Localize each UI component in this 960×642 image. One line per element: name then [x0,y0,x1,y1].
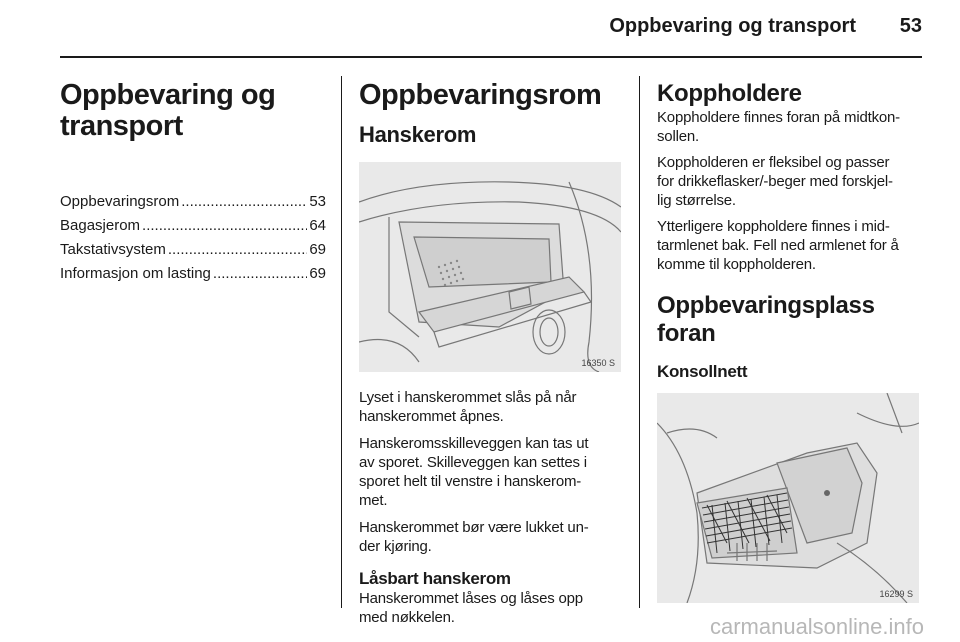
toc-leader-dots [142,214,307,238]
toc-leader-dots [181,190,307,214]
text-line: av sporet. Skilleveggen kan settes i [359,454,587,471]
toc-entry-page: 69 [309,241,326,258]
toc-entry-title: Bagasjerom [60,217,141,234]
column-divider-1 [341,76,342,608]
toc-leader-dots [213,262,307,286]
toc-entry-page: 64 [309,217,326,234]
paragraph-cupholders-front [657,108,923,146]
console-net-illustration [657,393,919,603]
figure-number: 16299 S [879,589,913,599]
subheading-lasbart-hanskerom: Låsbart hanskerom [359,569,511,588]
subheading-konsollnett: Konsollnett [657,362,748,381]
text-line: tarmlenet bak. Fell ned armlenet for å [657,237,899,254]
paragraph-light [359,388,621,426]
column-hanskerom [359,80,621,627]
section-heading-koppholdere: Koppholdere [657,80,802,107]
text-line: Lyset i hanskerommet slås på når [359,389,577,406]
text-line: Hanskerommet bør være lukket un- [359,519,589,536]
page-number: 53 [899,15,922,37]
text-line: met. [359,492,388,509]
text-line: Ytterligere koppholdere finnes i mid- [657,218,890,235]
paragraph-closed-while-driving [359,518,621,556]
toc-entry-bagasjerom[interactable] [60,214,326,238]
text-line: der kjøring. [359,538,432,555]
text-line: med nøkkelen. [359,609,455,626]
toc-entry-title: Takstativsystem [60,241,166,258]
text-line: sporet helt til venstre i hanskerom- [359,473,582,490]
running-header-title: Oppbevaring og transport [609,15,856,37]
toc-entry-informasjon-om-lasting[interactable] [60,262,326,286]
console-net-drawing [657,393,919,603]
chapter-title-line-2: transport [60,110,183,142]
chapter-title [60,80,326,142]
paragraph-lock [359,589,621,627]
text-line: komme til koppholderen. [657,256,816,273]
text-line: lig størrelse. [657,192,736,209]
text-line: Hanskeromsskilleveggen kan tas ut [359,435,589,452]
text-line: Koppholdere finnes foran på midtkon- [657,109,900,126]
toc-entry-title: Informasjon om lasting [60,265,211,282]
text-line: Hanskerommet låses og låses opp [359,590,583,607]
text-line: hanskerommet åpnes. [359,408,504,425]
text-line: Koppholderen er fleksibel og passer [657,154,890,171]
glovebox-illustration [359,162,621,372]
table-of-contents [60,190,326,286]
column-divider-2 [639,76,640,608]
figure-number: 16350 S [581,358,615,368]
subheading-hanskerom: Hanskerom [359,122,477,147]
toc-entry-takstativsystem[interactable] [60,238,326,262]
glovebox-drawing [359,162,621,372]
section-heading-front-storage: Oppbevaringsplass foran [657,292,875,347]
column-chapter-toc [60,80,326,286]
toc-entry-page: 69 [309,265,326,282]
toc-leader-dots [168,238,307,262]
header-rule [60,56,922,58]
column-koppholdere [657,80,923,603]
text-line: for drikkeflasker/-beger med forskjel- [657,173,893,190]
chapter-title-line-1: Oppbevaring og [60,79,276,111]
text-line: sollen. [657,128,699,145]
toc-entry-page: 53 [309,193,326,210]
watermark-text: carmanualsonline.info [709,614,924,639]
section-heading-oppbevaringsrom: Oppbevaringsrom [359,79,602,111]
toc-entry-oppbevaringsrom[interactable] [60,190,326,214]
toc-entry-title: Oppbevaringsrom [60,193,180,210]
paragraph-divider [359,434,621,510]
paragraph-flexible [657,153,923,210]
paragraph-rear-armrest [657,217,923,274]
